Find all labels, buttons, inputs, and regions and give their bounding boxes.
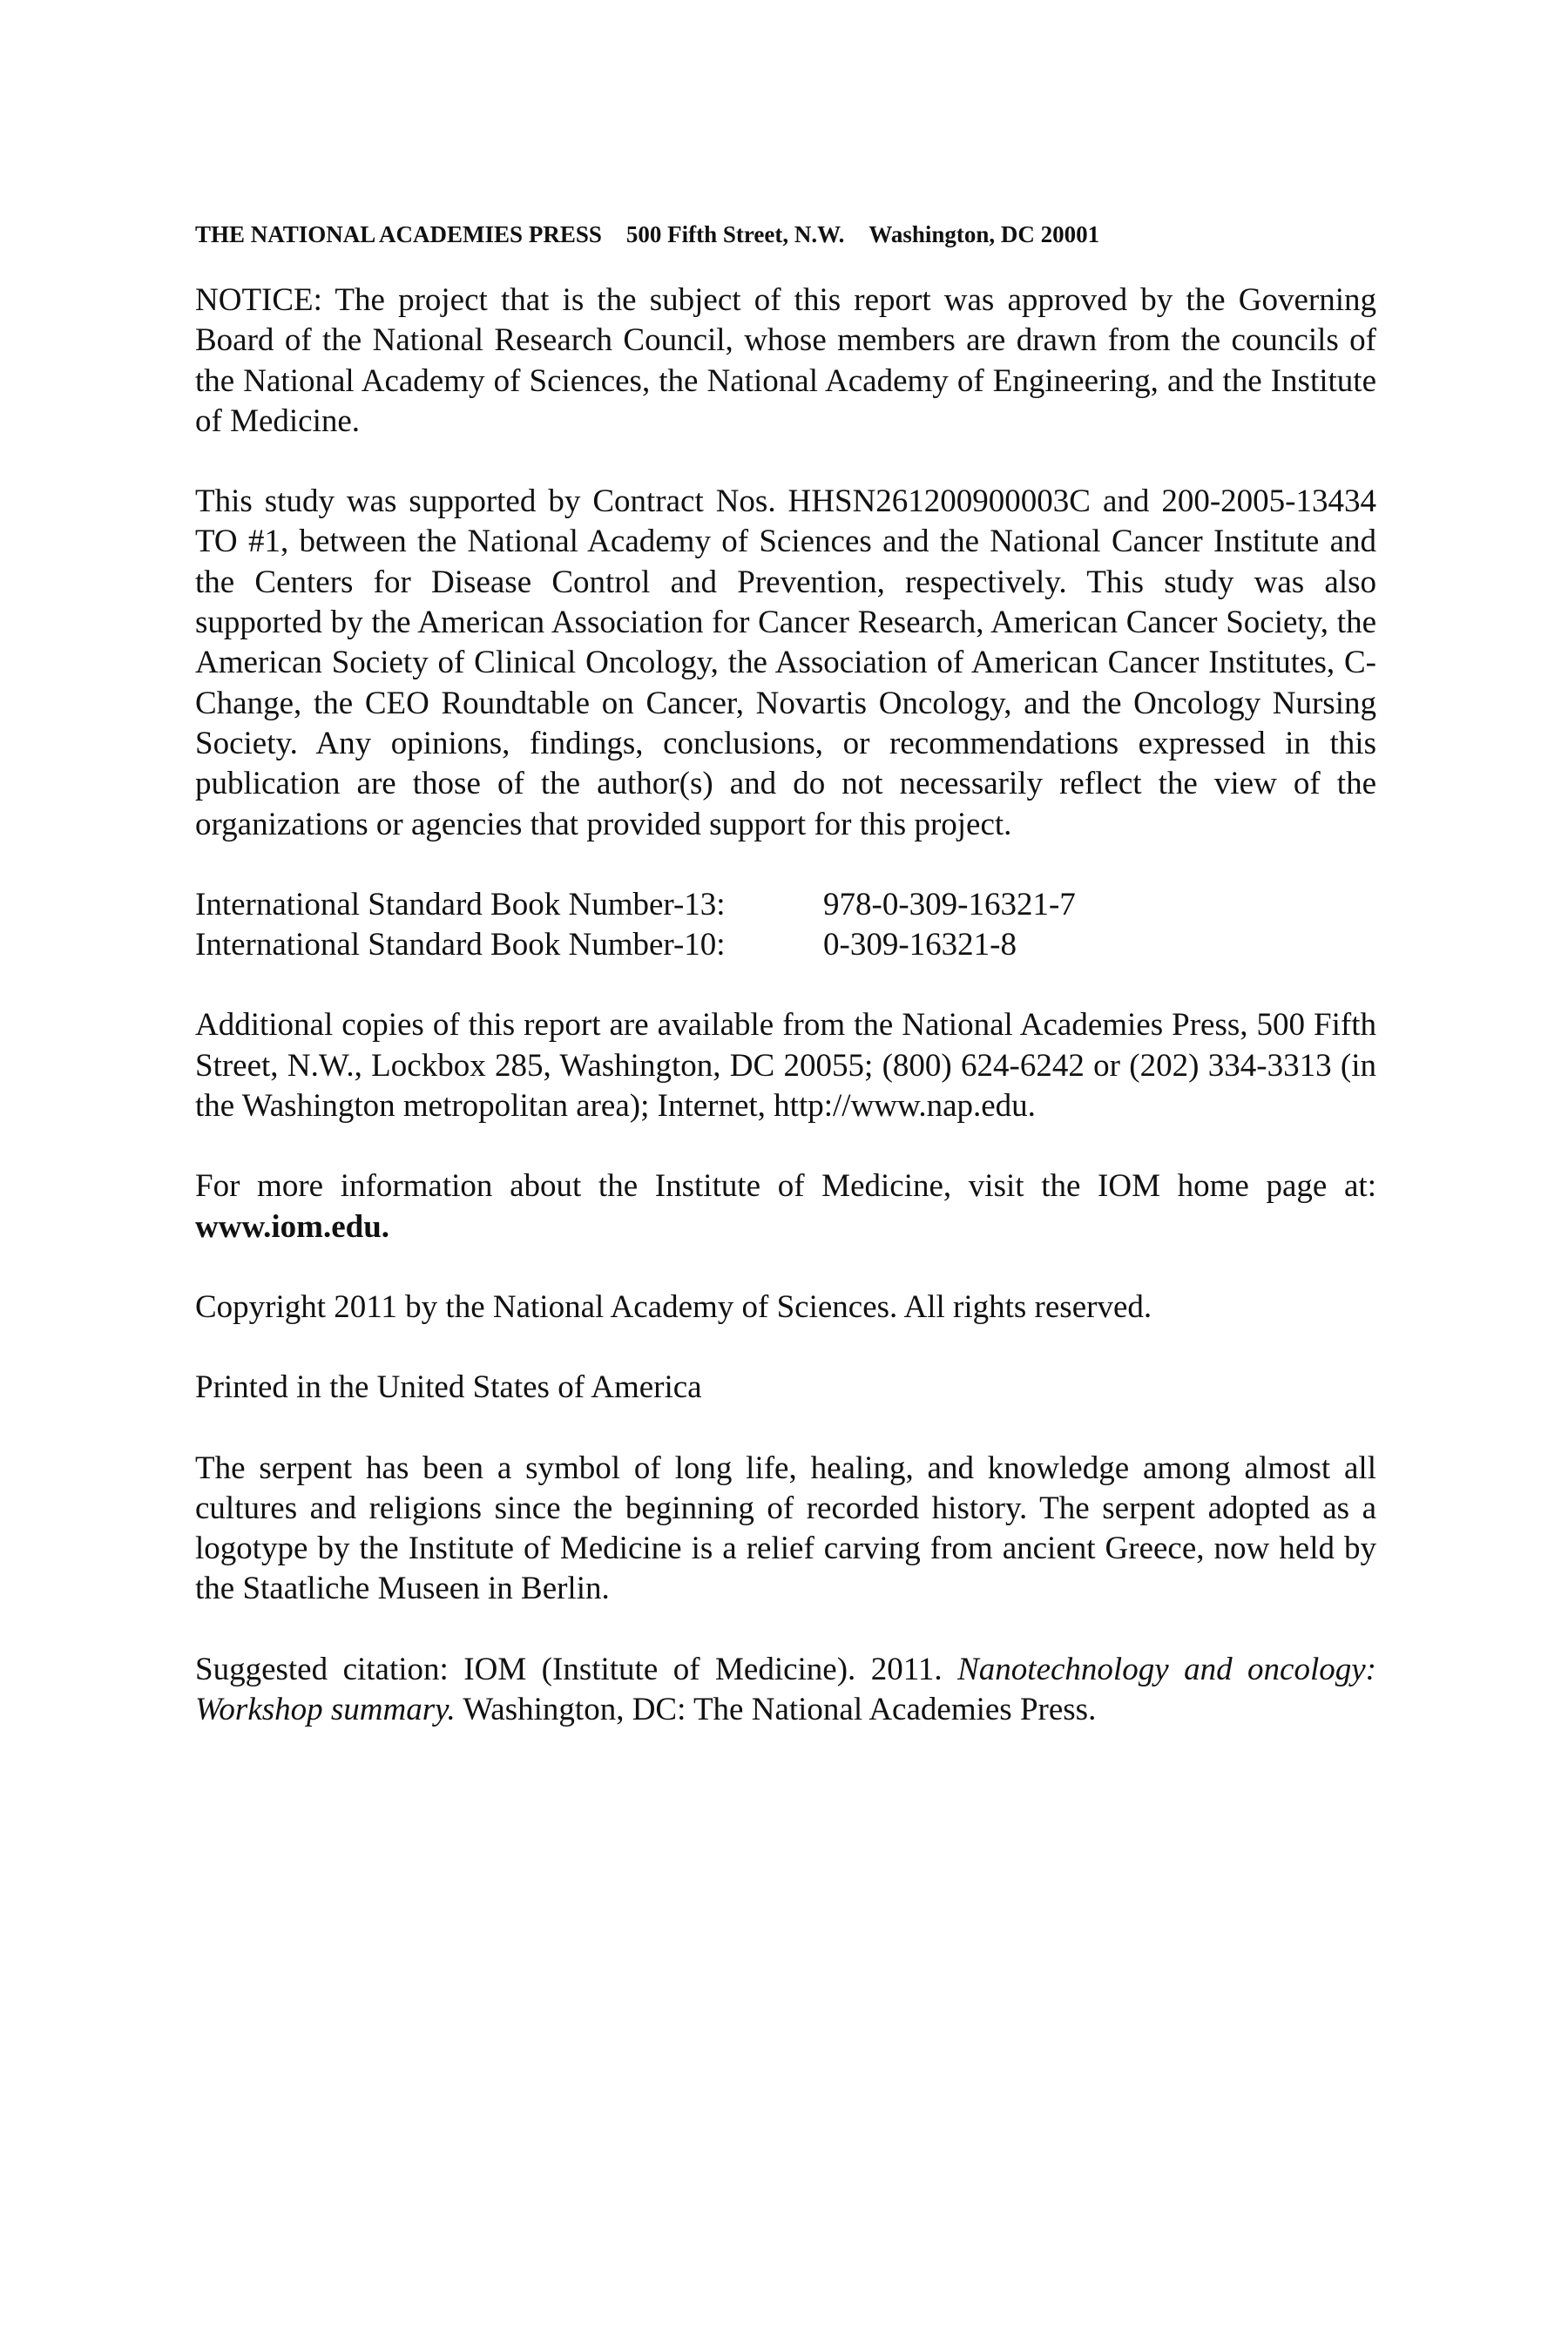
serpent-paragraph: The serpent has been a symbol of long life, healing, and knowledge among almost all cultures and religions since the beginning of recorded history. The serpent adopted as a logotype by the Institute of Medicine is a relief carving from ancient Greece, now held by the Staatliche Museen in Berlin. <box>195 1450 1376 1607</box>
publisher-line <box>195 220 1376 249</box>
additional-copies-paragraph: Additional copies of this report are available from the National Academies Press, 500 Fifth Street, N.W., Lockbox 285, Washington, DC 20055; (800) 624-6242 or (202) 334-3313 (in the Washington metropolitan area); Internet, http://www.nap.edu. <box>195 1007 1376 1125</box>
publisher-city: Washington, DC 20001 <box>868 221 1100 247</box>
citation-suffix: Washington, DC: The National Academies Press. <box>455 1692 1097 1728</box>
isbn-10-row <box>195 925 1376 965</box>
iom-website-link[interactable]: www.iom.edu. <box>195 1208 390 1245</box>
publisher-street: 500 Fifth Street, N.W. <box>625 221 845 247</box>
support-paragraph: This study was supported by Contract Nos. HHSN261200900003C and 200-2005-13434 TO #1, between the National Academy of Sciences and the National Cancer Institute and the Centers for Disease Control and Prevention, respectively. This study was also supported by the American Association for Cancer Research, American Cancer Society, the American Society of Clinical Oncology, the Association of American Cancer Institutes, C-Change, the CEO Roundtable on Cancer, Novartis Oncology, and the Oncology Nursing Society. Any opinions, findings, conclusions, or recommendations expressed in this publication are those of the author(s) and do not necessarily reflect the view of the organizations or agencies that provided support for this project. <box>195 483 1376 842</box>
copyright-notice: Copyright 2011 by the National Academy of Sciences. All rights reserved. <box>195 1288 1152 1325</box>
isbn-list <box>195 885 1376 966</box>
suggested-citation <box>195 1650 1376 1731</box>
notice-paragraph: NOTICE: The project that is the subject of this report was approved by the Governing Board of the National Research Council, whose members are drawn from the councils of the National Academy of Sciences, the National Academy of Engineering, and the Institute of Medicine. <box>195 282 1376 439</box>
isbn-13-value: 978-0-309-16321-7 <box>823 886 1076 923</box>
isbn-10-label: International Standard Book Number-10: <box>195 927 726 963</box>
printed-in: Printed in the United States of America <box>195 1369 702 1406</box>
citation-title: Nanotechnology and oncology: Workshop summary. <box>195 1651 1376 1728</box>
isbn-13-row <box>195 885 1376 925</box>
isbn-10-value: 0-309-16321-8 <box>823 927 1017 963</box>
publisher-name: THE NATIONAL ACADEMIES PRESS <box>195 221 602 247</box>
more-info-text: For more information about the Institute of Medicine, visit the IOM home page at: <box>195 1168 1376 1205</box>
more-info-paragraph <box>195 1166 1376 1247</box>
copyright-page <box>195 220 1376 1770</box>
isbn-13-label: International Standard Book Number-13: <box>195 886 726 923</box>
citation-prefix: Suggested citation: IOM (Institute of Medicine). 2011. <box>195 1651 958 1687</box>
